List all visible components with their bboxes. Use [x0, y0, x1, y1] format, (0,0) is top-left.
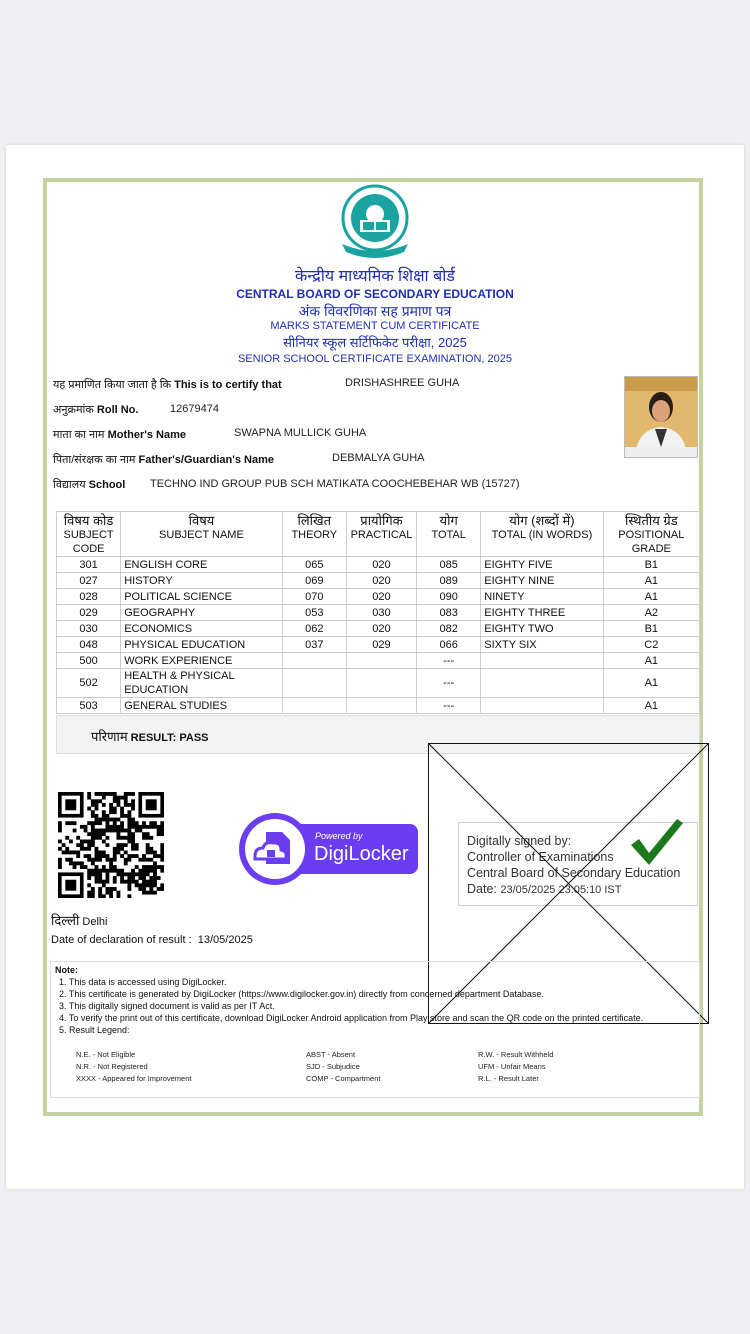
- candidate-photo: [624, 376, 698, 458]
- note-item: 4. To verify the print out of this certificate, download DigiLocker Android application from Play store and scan the QR code on the printed certificate.: [59, 1013, 644, 1023]
- cell-name: GEOGRAPHY: [121, 605, 283, 621]
- note-item: 3. This digitally signed document is valid as per IT Act.: [59, 1001, 275, 1011]
- cell-practical: [346, 653, 416, 669]
- cell-grade: B1: [603, 557, 699, 573]
- table-row: [57, 669, 700, 698]
- legend-item: COMP - Compartment: [306, 1074, 381, 1083]
- cell-words: [481, 653, 603, 669]
- school-label: विद्यालय School: [53, 479, 126, 491]
- cell-theory: 053: [282, 605, 346, 621]
- cell-theory: [282, 669, 346, 698]
- legend-item: XXXX - Appeared for Improvement: [76, 1074, 192, 1083]
- cell-theory: 070: [282, 589, 346, 605]
- cell-theory: 037: [282, 637, 346, 653]
- cell-name: ENGLISH CORE: [121, 557, 283, 573]
- table-row: [57, 621, 700, 637]
- legend-item: R.W. - Result Withheld: [478, 1050, 554, 1059]
- certify-label: यह प्रमाणित किया जाता है कि This is to certify that: [53, 379, 282, 391]
- cell-grade: A2: [603, 605, 699, 621]
- cell-words: SIXTY SIX: [481, 637, 603, 653]
- legend-item: N.E. - Not Eligible: [76, 1050, 136, 1059]
- marks-table: [56, 511, 700, 714]
- cell-name: GENERAL STUDIES: [121, 698, 283, 714]
- board-name-english: CENTRAL BOARD OF SECONDARY EDUCATION: [236, 287, 514, 301]
- cell-code: 029: [57, 605, 121, 621]
- cell-theory: 069: [282, 573, 346, 589]
- cell-practical: [346, 669, 416, 698]
- cell-theory: 062: [282, 621, 346, 637]
- table-row: [57, 637, 700, 653]
- cell-code: 301: [57, 557, 121, 573]
- table-row: [57, 573, 700, 589]
- cell-total: 066: [417, 637, 481, 653]
- cell-total: 090: [417, 589, 481, 605]
- father-name: DEBMALYA GUHA: [332, 452, 425, 464]
- cell-name: HISTORY: [121, 573, 283, 589]
- note-item: 1. This data is accessed using DigiLocker.: [59, 977, 227, 987]
- legend-item: R.L. - Result Later: [478, 1074, 539, 1083]
- cell-theory: [282, 698, 346, 714]
- cell-code: 500: [57, 653, 121, 669]
- cell-total: 083: [417, 605, 481, 621]
- cell-name: PHYSICAL EDUCATION: [121, 637, 283, 653]
- cell-total: ---: [417, 653, 481, 669]
- column-header: योग TOTAL: [417, 512, 481, 557]
- cell-words: [481, 698, 603, 714]
- cell-words: EIGHTY TWO: [481, 621, 603, 637]
- cell-words: EIGHTY NINE: [481, 573, 603, 589]
- table-row: [57, 605, 700, 621]
- note-item: 5. Result Legend:: [59, 1025, 130, 1035]
- cell-words: EIGHTY FIVE: [481, 557, 603, 573]
- cell-code: 028: [57, 589, 121, 605]
- cell-practical: [346, 698, 416, 714]
- cell-grade: A1: [603, 669, 699, 698]
- cell-code: 048: [57, 637, 121, 653]
- signer-organization: Central Board of Secondary Education: [467, 866, 681, 880]
- column-header: विषय कोड SUBJECT CODE: [57, 512, 121, 557]
- declaration-date: Date of declaration of result : 13/05/2025: [51, 934, 253, 946]
- signature-date: Date: 23/05/2025 23:05:10 IST: [467, 882, 622, 896]
- cell-total: 089: [417, 573, 481, 589]
- roll-number: 12679474: [170, 403, 219, 415]
- cbse-logo-icon: [338, 184, 412, 264]
- roll-label: अनुक्रमांक Roll No.: [53, 404, 139, 416]
- note-title: Note:: [55, 965, 78, 975]
- father-label: पिता/संरक्षक का नाम Father's/Guardian's Name: [53, 454, 274, 466]
- cell-grade: A1: [603, 589, 699, 605]
- table-row: [57, 557, 700, 573]
- cell-practical: 020: [346, 589, 416, 605]
- result-text: परिणाम RESULT: PASS: [91, 729, 209, 744]
- cell-name: HEALTH & PHYSICAL EDUCATION: [121, 669, 283, 698]
- note-item: 2. This certificate is generated by DigiLocker (https://www.digilocker.gov.in) directly from concerned department Database.: [59, 989, 544, 999]
- mother-name: SWAPNA MULLICK GUHA: [234, 427, 367, 439]
- digilocker-badge: [238, 812, 418, 886]
- table-row: [57, 698, 700, 714]
- legend-item: ABST - Absent: [306, 1050, 356, 1059]
- exam-name-english: SENIOR SCHOOL CERTIFICATE EXAMINATION, 2025: [237, 353, 513, 365]
- document-title-hindi: अंक विवरणिका सह प्रमाण पत्र: [298, 303, 452, 319]
- legend-item: N.R. - Not Registered: [76, 1062, 148, 1071]
- cell-grade: A1: [603, 573, 699, 589]
- school-name: TECHNO IND GROUP PUB SCH MATIKATA COOCHEBEHAR WB (15727): [150, 478, 520, 490]
- cell-words: NINETY: [481, 589, 603, 605]
- qr-code-icon: [58, 792, 164, 898]
- document-title-english: MARKS STATEMENT CUM CERTIFICATE: [270, 320, 480, 332]
- cell-code: 027: [57, 573, 121, 589]
- cell-grade: B1: [603, 621, 699, 637]
- legend-item: UFM - Unfair Means: [478, 1062, 546, 1071]
- signed-by-label: Digitally signed by:: [467, 834, 572, 848]
- cell-name: WORK EXPERIENCE: [121, 653, 283, 669]
- place: दिल्ली Delhi: [51, 913, 108, 928]
- table-header-row: [57, 512, 700, 557]
- board-name-hindi: केन्द्रीय माध्यमिक शिक्षा बोर्ड: [295, 268, 455, 285]
- cell-total: 082: [417, 621, 481, 637]
- column-header: योग (शब्दों में) TOTAL (IN WORDS): [481, 512, 603, 557]
- powered-by-text: Powered by: [315, 831, 363, 841]
- cell-total: 085: [417, 557, 481, 573]
- legend-item: SJD - Subjudice: [306, 1062, 360, 1071]
- column-header: प्रायोगिक PRACTICAL: [346, 512, 416, 557]
- exam-name-hindi: सीनियर स्कूल सर्टिफिकेट परीक्षा, 2025: [283, 335, 467, 350]
- cell-practical: 020: [346, 557, 416, 573]
- cell-total: ---: [417, 669, 481, 698]
- cell-practical: 030: [346, 605, 416, 621]
- cell-code: 503: [57, 698, 121, 714]
- mother-label: माता का नाम Mother's Name: [53, 429, 186, 441]
- column-header: विषय SUBJECT NAME: [121, 512, 283, 557]
- cell-grade: C2: [603, 637, 699, 653]
- cell-words: EIGHTY THREE: [481, 605, 603, 621]
- cell-practical: 020: [346, 573, 416, 589]
- cell-grade: A1: [603, 653, 699, 669]
- cell-grade: A1: [603, 698, 699, 714]
- cell-practical: 029: [346, 637, 416, 653]
- cell-theory: 065: [282, 557, 346, 573]
- cell-theory: [282, 653, 346, 669]
- cell-name: ECONOMICS: [121, 621, 283, 637]
- logo-text: भारत: [369, 244, 381, 250]
- table-row: [57, 589, 700, 605]
- table-row: [57, 653, 700, 669]
- cell-name: POLITICAL SCIENCE: [121, 589, 283, 605]
- cell-code: 030: [57, 621, 121, 637]
- candidate-name: DRISHASHREE GUHA: [345, 377, 460, 389]
- cell-words: [481, 669, 603, 698]
- digilocker-brand: DigiLocker: [314, 843, 409, 865]
- cell-total: ---: [417, 698, 481, 714]
- cell-practical: 020: [346, 621, 416, 637]
- column-header: स्थितीय ग्रेड POSITIONAL GRADE: [603, 512, 699, 557]
- signer-title: Controller of Examinations: [467, 850, 614, 864]
- column-header: लिखित THEORY: [282, 512, 346, 557]
- cell-code: 502: [57, 669, 121, 698]
